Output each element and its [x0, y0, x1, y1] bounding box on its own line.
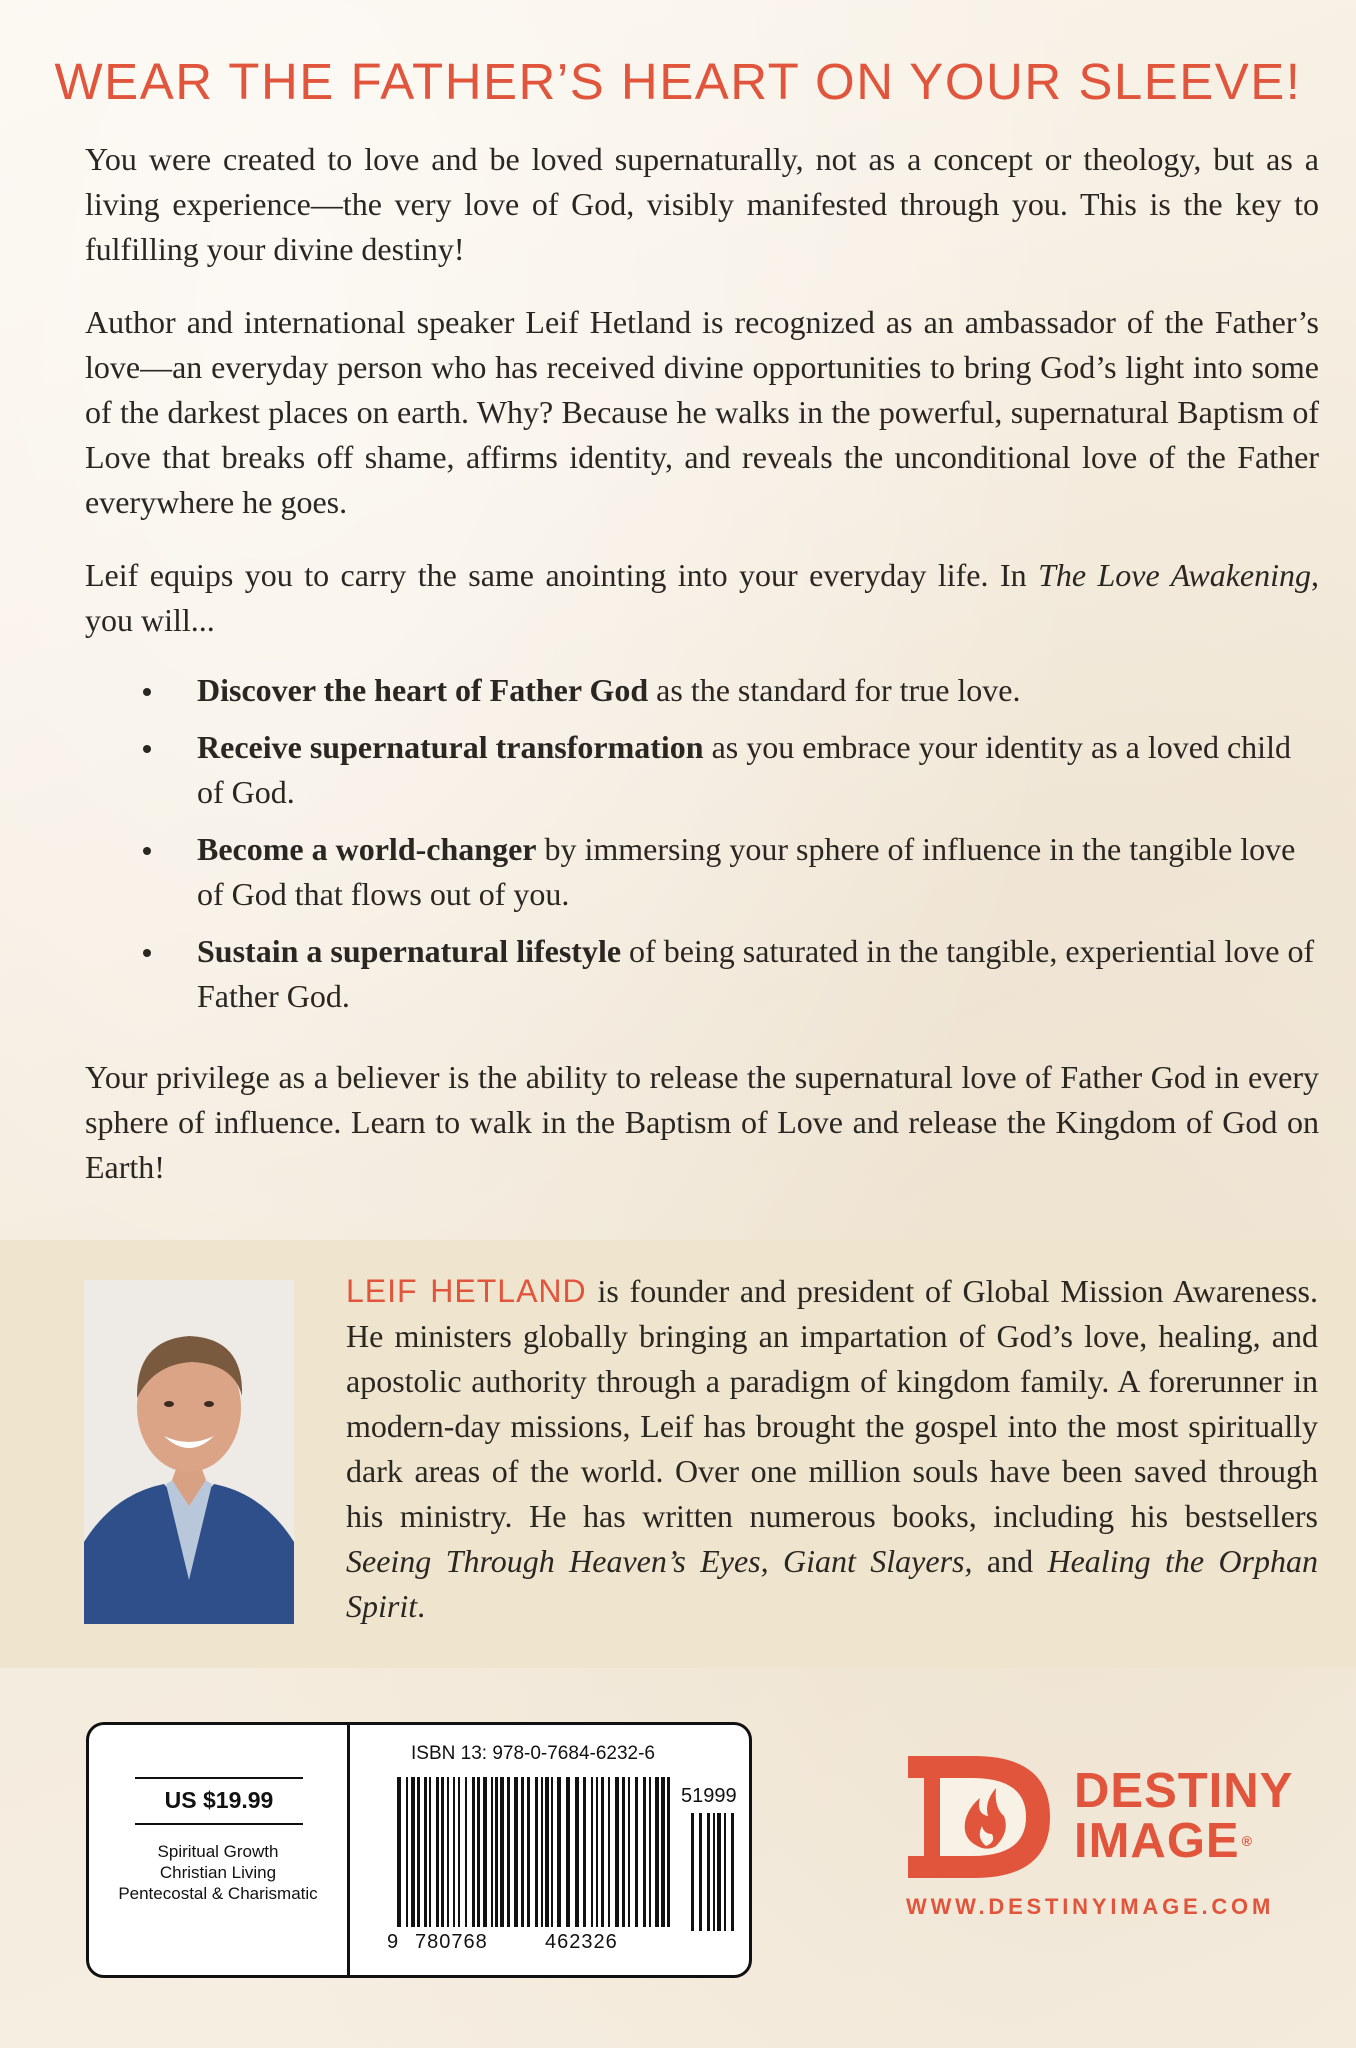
price-barcode [683, 1813, 745, 1933]
categories [89, 1841, 347, 1904]
author-intro-paragraph: Author and international speaker Leif Hetland is recognized as an ambassador of the Father’s love—an everyday person who has received divine opportunities to bring God’s light into some of the darkest places on earth. Why? Because he walks in the powerful, supernatural Baptism of Love that breaks off shame, affirms identity, and reveals the unconditional love of the Father everywhere he goes. [85, 304, 1319, 520]
bullet-bold: Sustain a supernatural lifestyle [197, 933, 622, 969]
intro-paragraph: You were created to love and be loved supernaturally, not as a concept or theology, but as a living experience—the very love of God, visibly manifested through you. This is the key to fulfilling your divine destiny! [85, 141, 1319, 267]
category-item: Christian Living [159, 1863, 277, 1882]
category-item: Pentecostal & Charismatic [118, 1884, 318, 1903]
bullet-text: as the standard for true love. [648, 672, 1021, 708]
bullet-dot-icon [143, 847, 151, 855]
author-name: LEIF HETLAND [346, 1273, 587, 1309]
author-bio-end: . [417, 1588, 426, 1624]
equips-suffix: , you will... [85, 557, 1320, 638]
bullet-bold: Receive supernatural transformation [197, 729, 704, 765]
barcode-digits-right: 462326 [545, 1931, 618, 1953]
barcode-box [86, 1722, 752, 1978]
bullet-dot-icon [143, 745, 151, 753]
author-bio-conj: and [972, 1543, 1048, 1579]
isbn-text: ISBN 13: 978-0-7684-6232-6 [411, 1743, 655, 1764]
author-bio [346, 1269, 1318, 1629]
bullet-text: of being saturated in the tangible, experiential love of Father God. [197, 933, 1315, 1014]
publisher-name-line2: IMAGE [1074, 1814, 1240, 1868]
bullet-dot-icon [143, 949, 151, 957]
equips-text: Leif equips you to carry the same anointing into your everyday life. In [85, 557, 1039, 593]
author-photo [84, 1280, 294, 1624]
publisher-name [1074, 1766, 1334, 1866]
author-book-titles: Seeing Through Heaven’s Eyes, Giant Slayers, [346, 1543, 973, 1579]
barcode-digits-left: 780768 [415, 1931, 488, 1953]
price: US $19.99 [164, 1787, 274, 1813]
author-portrait-icon [84, 1280, 294, 1624]
bullet-bold: Discover the heart of Father God [197, 672, 649, 708]
price-divider [135, 1823, 303, 1825]
equips-paragraph [85, 553, 1319, 643]
publisher-url: WWW.DESTINYIMAGE.COM [906, 1894, 1275, 1919]
closing-paragraph: Your privilege as a believer is the ability to release the supernatural love of Father God in every sphere of influence. Learn to walk in the Baptism of Love and release the Kingdom of God on Earth! [85, 1059, 1319, 1185]
registered-mark: ® [1241, 1833, 1253, 1849]
bullet-dot-icon [143, 688, 151, 696]
price-divider [135, 1777, 303, 1779]
destiny-image-logo-icon [904, 1752, 1054, 1882]
headline: WEAR THE FATHER’S HEART ON YOUR SLEEVE! [54, 53, 1302, 110]
bullet-text: as you embrace your identity as a loved child of God. [197, 729, 1291, 810]
list-item [85, 668, 1319, 713]
author-bio-text: is founder and president of Global Mission Awareness. He ministers globally bringing an impartation of God’s love, healing, and apostolic authority through a paradigm of kingdom family. A forerunner in modern-day missions, Leif has brought the gospel into the most spiritually dark areas of the world. Over one million souls have been saved through his ministry. He has written numerous books, including his bestsellers [346, 1273, 1319, 1534]
isbn-barcode [389, 1777, 677, 1933]
author-book-title: Healing the Orphan Spirit [346, 1543, 1319, 1624]
price-code: 51999 [681, 1785, 737, 1807]
publisher-name-line1: DESTINY [1074, 1764, 1294, 1818]
price-panel [89, 1725, 350, 1975]
book-title-inline: The Love Awakening [1038, 557, 1312, 593]
benefits-list [85, 668, 1319, 1031]
bullet-bold: Become a world-changer [197, 831, 537, 867]
category-item: Spiritual Growth [157, 1842, 279, 1861]
barcode-digit-lead: 9 [387, 1931, 400, 1953]
list-item [85, 725, 1319, 815]
list-item [85, 929, 1319, 1019]
list-item [85, 827, 1319, 917]
bullet-text: by immersing your sphere of influence in the tangible love of God that flows out of you. [197, 831, 1296, 912]
